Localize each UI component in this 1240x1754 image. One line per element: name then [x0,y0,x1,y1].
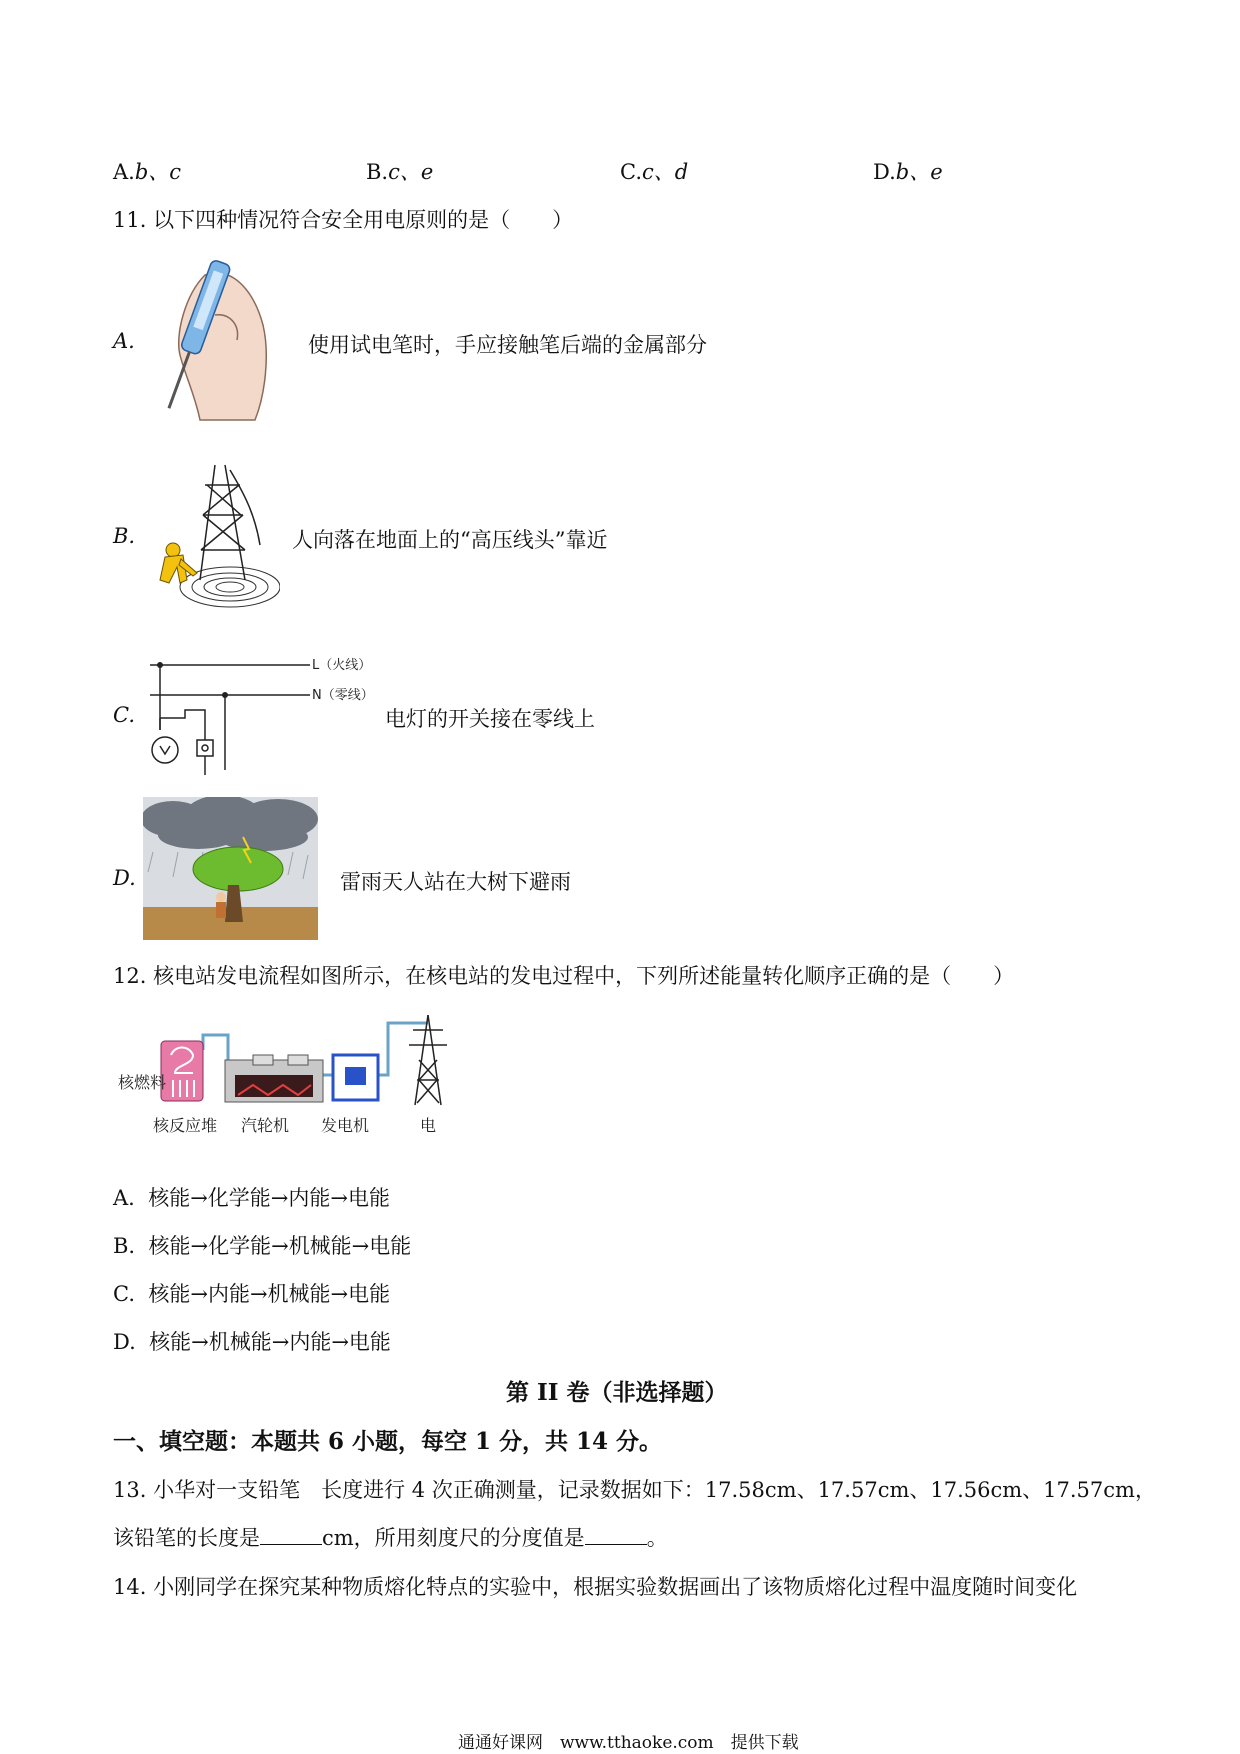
q13-blank-1[interactable] [260,1526,322,1545]
neutral-wire-label: N（零线） [312,688,374,703]
option-letter: D. [113,1330,136,1354]
generator-label: 发电机 [321,1116,370,1135]
q10-option-c [620,156,688,186]
q11-option-a-letter: A. [113,329,135,353]
q11-option-a-text: 使用试电笔时，手应接触笔后端的金属部分 [308,333,707,357]
section-2-title: 第 II 卷（非选择题） [506,1379,728,1406]
q11-option-c-text: 电灯的开关接在零线上 [385,707,595,731]
q11-option-b-letter: B. [113,524,136,548]
q13-blank-2[interactable] [585,1526,647,1545]
q13-text: 该铅笔的长度是 [113,1526,260,1550]
q13-text: 。 [646,1526,668,1550]
q13-line-2 [113,1522,668,1552]
option-letter: D. [873,160,896,184]
reactor-label: 核反应堆 [153,1116,218,1135]
test-pen-hand-image [145,255,290,425]
thunderstorm-tree-image [143,797,318,940]
option-letter: B. [113,1234,136,1258]
option-text: 核能→化学能→机械能→电能 [148,1234,412,1258]
option-letter: B. [366,160,389,184]
fuel-label: 核燃料 [118,1073,167,1092]
q11-option-c-letter: C. [113,703,135,727]
q11-option-b-text: 人向落在地面上的“高压线头”靠近 [292,528,608,552]
option-text: c、d [642,160,689,184]
section-2-part-1-heading: 一、填空题：本题共 6 小题，每空 1 分，共 14 分。 [113,1428,663,1455]
q13-line-1: 13. 小华对一支铅笔 长度进行 4 次正确测量，记录数据如下：17.58cm、17.57cm、17.56cm、17.57cm， [113,1478,1156,1502]
option-text: 核能→内能→机械能→电能 [148,1282,391,1306]
q12-option-d [113,1326,391,1356]
q10-option-a [113,156,181,186]
q11-option-d-text: 雷雨天人站在大树下避雨 [340,870,571,894]
q10-option-b [366,156,433,186]
high-voltage-tower-image [145,455,280,615]
q12-option-b [113,1230,411,1260]
turbine-label: 汽轮机 [241,1116,290,1135]
page-footer: 通通好课网 www.tthaoke.com 提供下载 [458,1733,799,1753]
electricity-label: 电 [420,1116,437,1135]
option-letter: A. [113,160,135,184]
circuit-diagram-image [145,650,375,780]
q12-option-c [113,1278,390,1308]
option-letter: C. [113,1282,135,1306]
option-text: b、e [895,160,943,184]
option-text: c、e [388,160,434,184]
q12-option-a [113,1182,390,1212]
q14-line-1: 14. 小刚同学在探究某种物质熔化特点的实验中，根据实验数据画出了该物质熔化过程中温度随时间变化 [113,1575,1078,1599]
q13-text: cm，所用刻度尺的分度值是 [322,1526,585,1550]
live-wire-label: L（火线） [312,658,372,673]
nuclear-power-flow-image [113,1015,458,1140]
q11-option-d-letter: D. [113,866,136,890]
q11-stem: 11. 以下四种情况符合安全用电原则的是（ ） [113,208,574,232]
q12-stem: 12. 核电站发电流程如图所示，在核电站的发电过程中，下列所述能量转化顺序正确的是（ ） [113,964,1015,988]
option-text: 核能→机械能→内能→电能 [149,1330,391,1354]
option-letter: C. [620,160,642,184]
option-letter: A. [113,1186,135,1210]
q10-option-d [873,156,943,186]
option-text: b、c [134,160,182,184]
option-text: 核能→化学能→内能→电能 [148,1186,390,1210]
